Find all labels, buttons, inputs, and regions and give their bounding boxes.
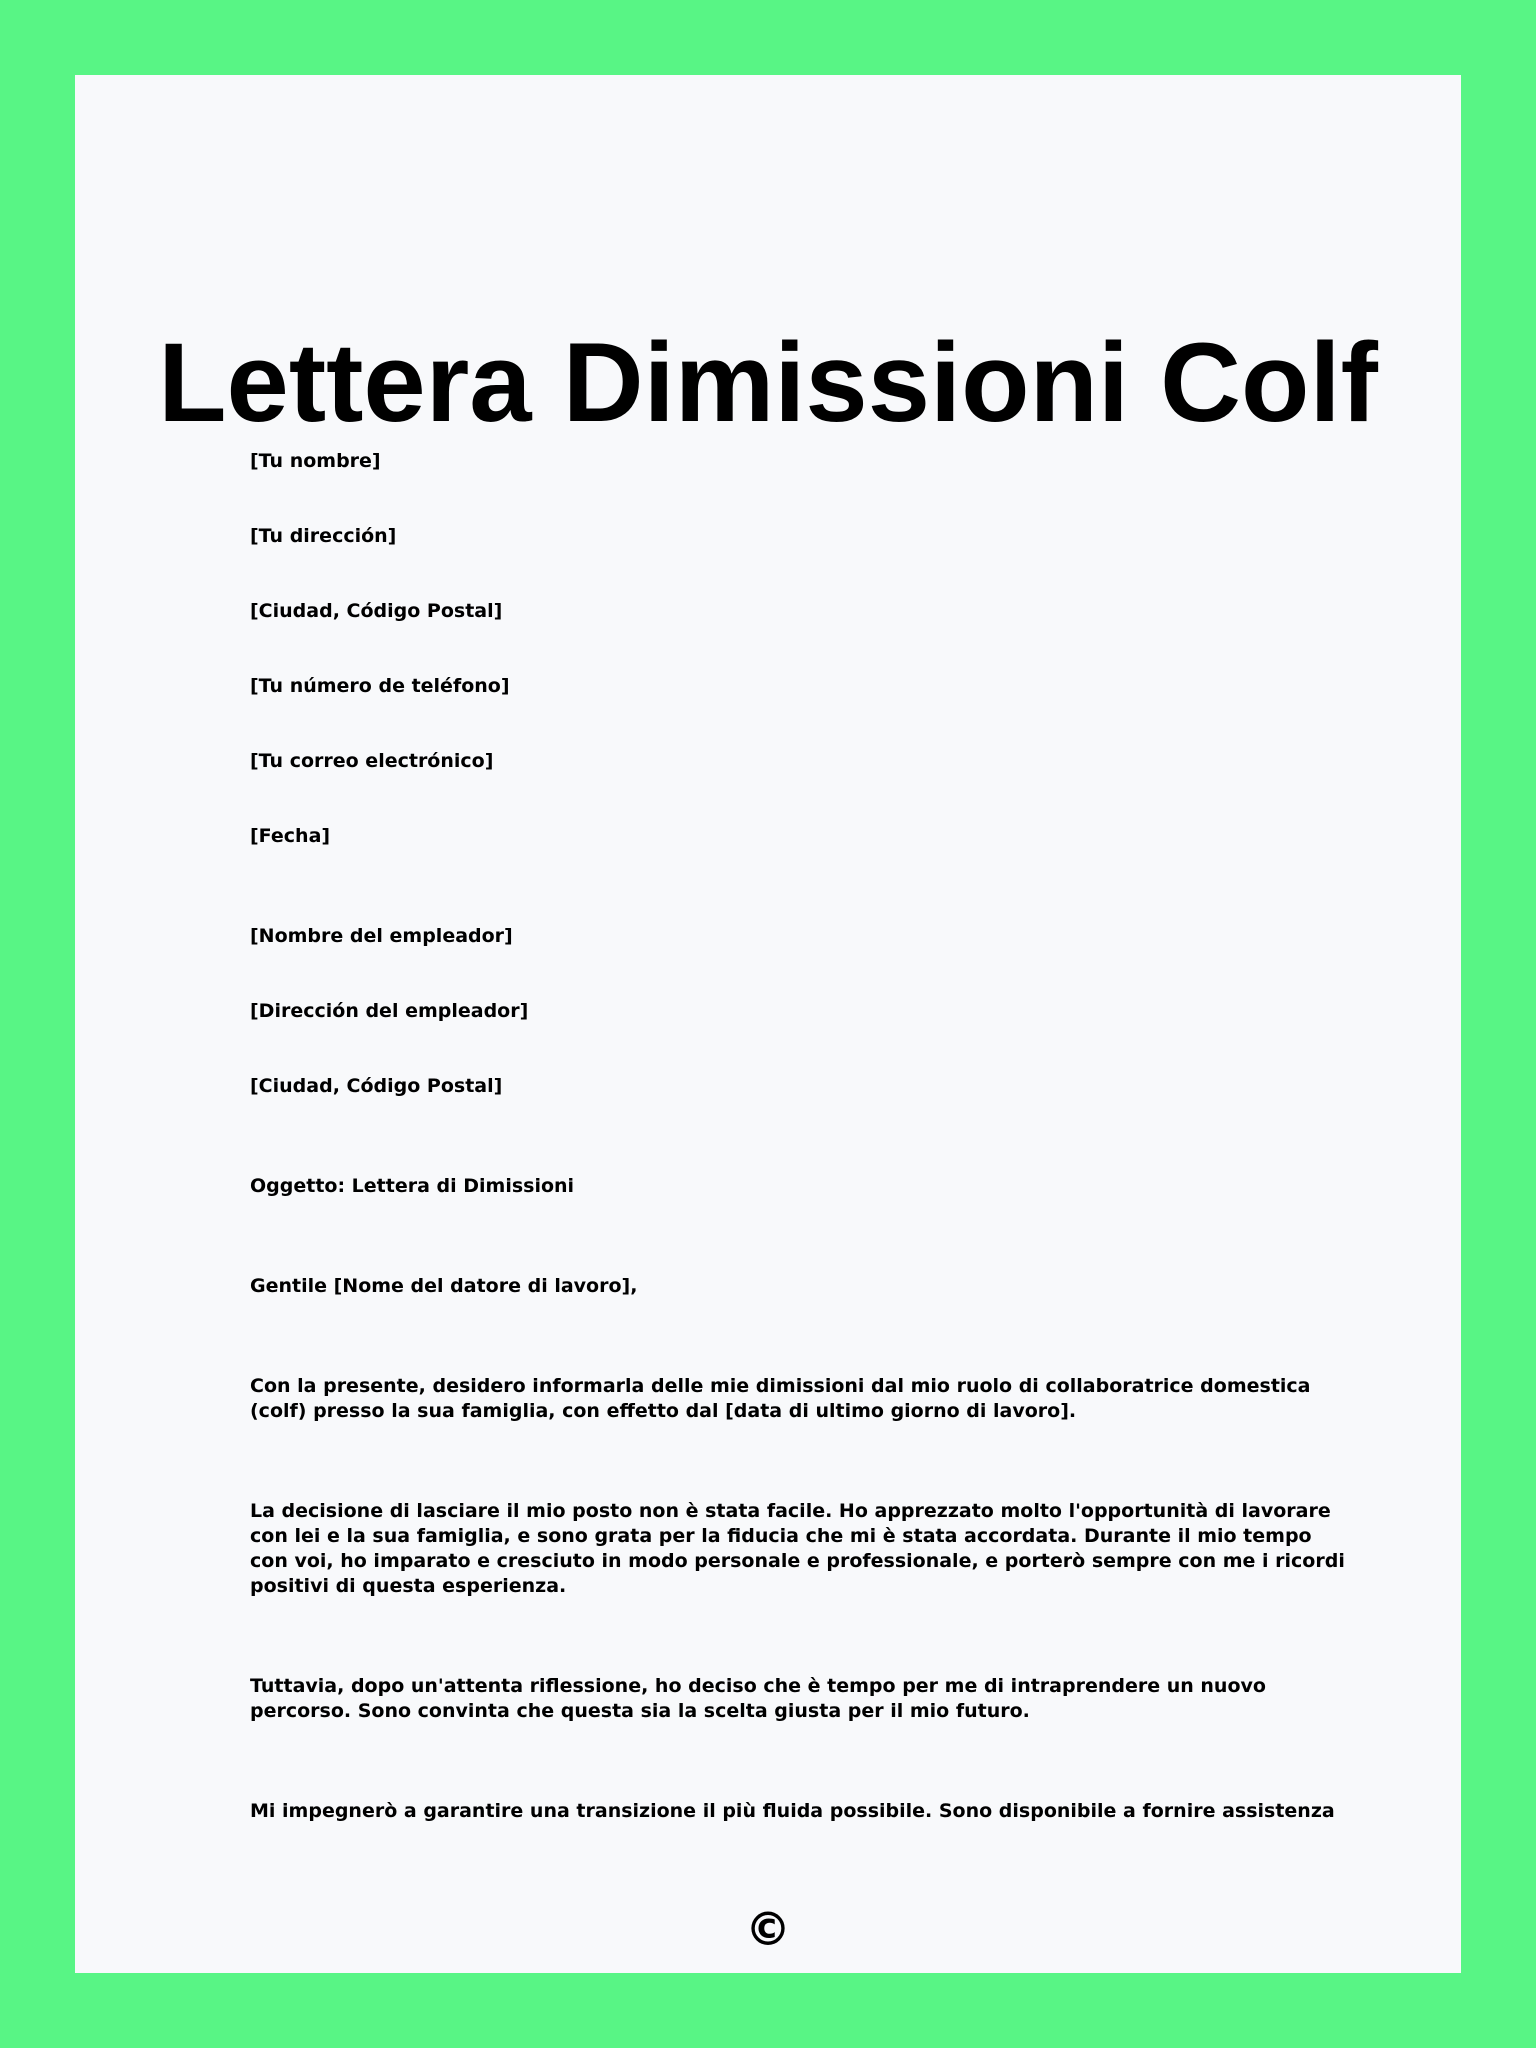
sender-city-postal: [Ciudad, Código Postal] — [250, 600, 503, 622]
sender-phone: [Tu número de teléfono] — [250, 675, 510, 697]
letter-paragraph: La decisione di lasciare il mio posto non è stata facile. Ho apprezzato molto l'opportunità di lavorare con lei e la sua famiglia, e sono grata per la fiducia che mi è stata accordata. Durante il mio tempo con voi, ho imparato e cresciuto in modo personale e professionale, e porterò sempre con me i ricordi positivi di questa esperienza. — [250, 1500, 1345, 1597]
letter-subject: Oggetto: Lettera di Dimissioni — [250, 1175, 575, 1197]
letter-paragraph: Con la presente, desidero informarla delle mie dimissioni dal mio ruolo di collaboratrice domestica (colf) presso la sua famiglia, con effetto dal [data di ultimo giorno di lavoro]. — [250, 1375, 1311, 1422]
sender-name: [Tu nombre] — [250, 450, 381, 472]
recipient-name: [Nombre del empleador] — [250, 925, 513, 947]
recipient-address: [Dirección del empleador] — [250, 1000, 529, 1022]
document-page — [75, 75, 1461, 1973]
letter-paragraph: Tuttavia, dopo un'attenta riflessione, ho deciso che è tempo per me di intraprendere un nuovo percorso. Sono convinta che questa sia la scelta giusta per il mio futuro. — [250, 1675, 1266, 1722]
letter-date: [Fecha] — [250, 825, 331, 847]
letter-paragraph: Mi impegnerò a garantire una transizione il più fluida possibile. Sono disponibile a fornire assistenza — [250, 1800, 1335, 1822]
document-title: Lettera Dimissioni Colf — [158, 320, 1378, 445]
sender-address: [Tu dirección] — [250, 525, 397, 547]
letter-body — [250, 449, 1350, 1824]
sender-email: [Tu correo electrónico] — [250, 750, 494, 772]
recipient-city-postal: [Ciudad, Código Postal] — [250, 1075, 503, 1097]
letter-salutation: Gentile [Nome del datore di lavoro], — [250, 1275, 638, 1297]
copyright-icon: © — [745, 1902, 791, 1956]
